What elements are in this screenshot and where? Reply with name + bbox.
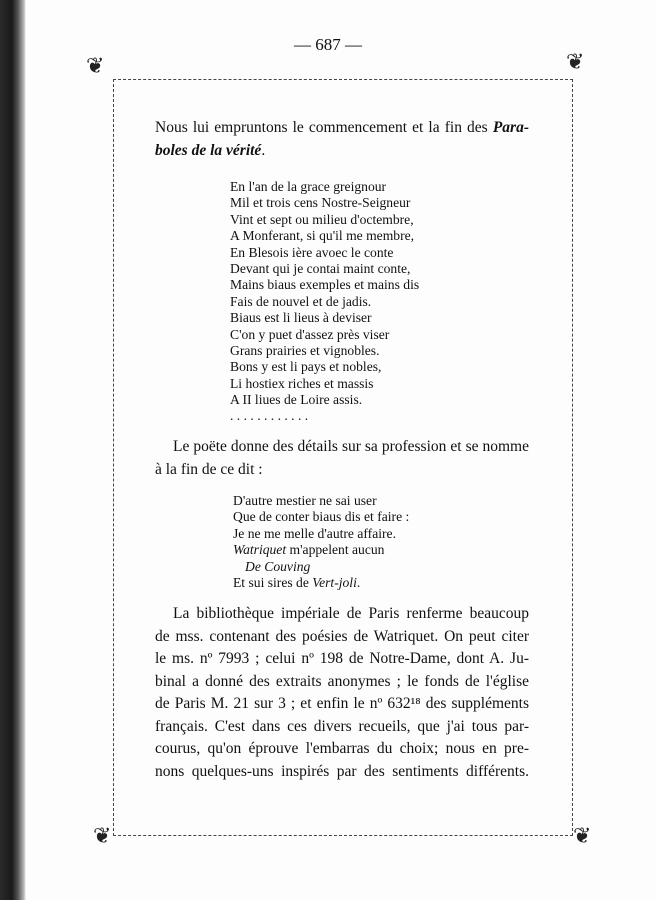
corner-ornament-icon: ❦ [86, 54, 105, 79]
poem-excerpt-2 [233, 493, 409, 591]
text-line: Nous lui empruntons le commencement et la fin des Para- [155, 119, 529, 136]
text-line: de mss. contenant des poésies de Watriquet. On peut citer [155, 627, 529, 645]
poem-line: Fais de nouvel et de jadis. [230, 293, 372, 309]
poem-line: Que de conter biaus dis et faire : [233, 509, 410, 525]
poem-line: Je ne me melle d'autre affaire. [233, 525, 396, 541]
text-line: de Paris M. 21 sur 3 ; et enfin le nº 632¹⁸ des suppléments [155, 695, 529, 712]
paragraph-1 [155, 117, 529, 162]
poem-line: . . . . . . . . . . . . [230, 408, 309, 424]
paragraph-3 [155, 603, 529, 783]
poem-line: En l'an de la grace greignour [230, 179, 387, 194]
text-line: à la fin de ce dit : [155, 460, 263, 478]
poem-line: De Couving [245, 558, 311, 574]
corner-ornament-icon: ❦ [573, 824, 592, 849]
book-spine-shadow [0, 0, 26, 900]
text-line: le ms. nº 7993 ; celui nº 198 de Notre-Dame, dont A. Ju- [155, 650, 529, 667]
text-line: nons quelques-uns inspirés par des sentiments différents. [155, 762, 529, 780]
text-line: courus, qu'on éprouve l'embarras du choix; nous en pre- [155, 740, 529, 757]
corner-ornament-icon: ❦ [566, 50, 585, 75]
poem-line: A II liues de Loire assis. [230, 392, 363, 408]
text-line: boles de la vérité. [155, 141, 266, 159]
poem-line: Vint et sept ou milieu d'octembre, [230, 211, 414, 227]
corner-ornament-icon: ❦ [93, 824, 112, 849]
poem-line: A Monferant, si qu'il me membre, [230, 228, 415, 244]
poem-line: C'on y puet d'assez près viser [230, 326, 390, 342]
poem-line: Mains biaus exemples et mains dis [230, 277, 420, 293]
poem-line: Devant qui je contai maint conte, [230, 260, 411, 276]
poem-line: Li hostiex riches et massis [230, 375, 374, 391]
page-number: — 687 — [294, 35, 362, 54]
paragraph-2 [155, 436, 529, 481]
poem-line: Biaus est li lieus à deviser [230, 310, 372, 326]
text-line: La bibliothèque impériale de Paris renferme beaucoup [173, 605, 529, 622]
poem-line: En Blesois ière avoec le conte [230, 244, 394, 260]
poem-line: Mil et trois cens Nostre-Seigneur [230, 195, 411, 211]
text-line: français. C'est dans ces divers recueils, que j'ai tous par- [155, 717, 529, 735]
poem-line: Bons y est li pays et nobles, [230, 359, 382, 375]
text-line: binal a donné des extraits anonymes ; le fonds de l'église [155, 672, 529, 690]
text-line: Le poëte donne des détails sur sa profession et se nomme [173, 438, 529, 455]
poem-line: Grans prairies et vignobles. [230, 342, 380, 358]
poem-line: Et sui sires de Vert-joli. [233, 574, 361, 590]
poem-line: D'autre mestier ne sai user [233, 493, 377, 508]
poem-line: Watriquet m'appelent aucun [233, 542, 385, 558]
poem-excerpt-1 [230, 179, 419, 425]
